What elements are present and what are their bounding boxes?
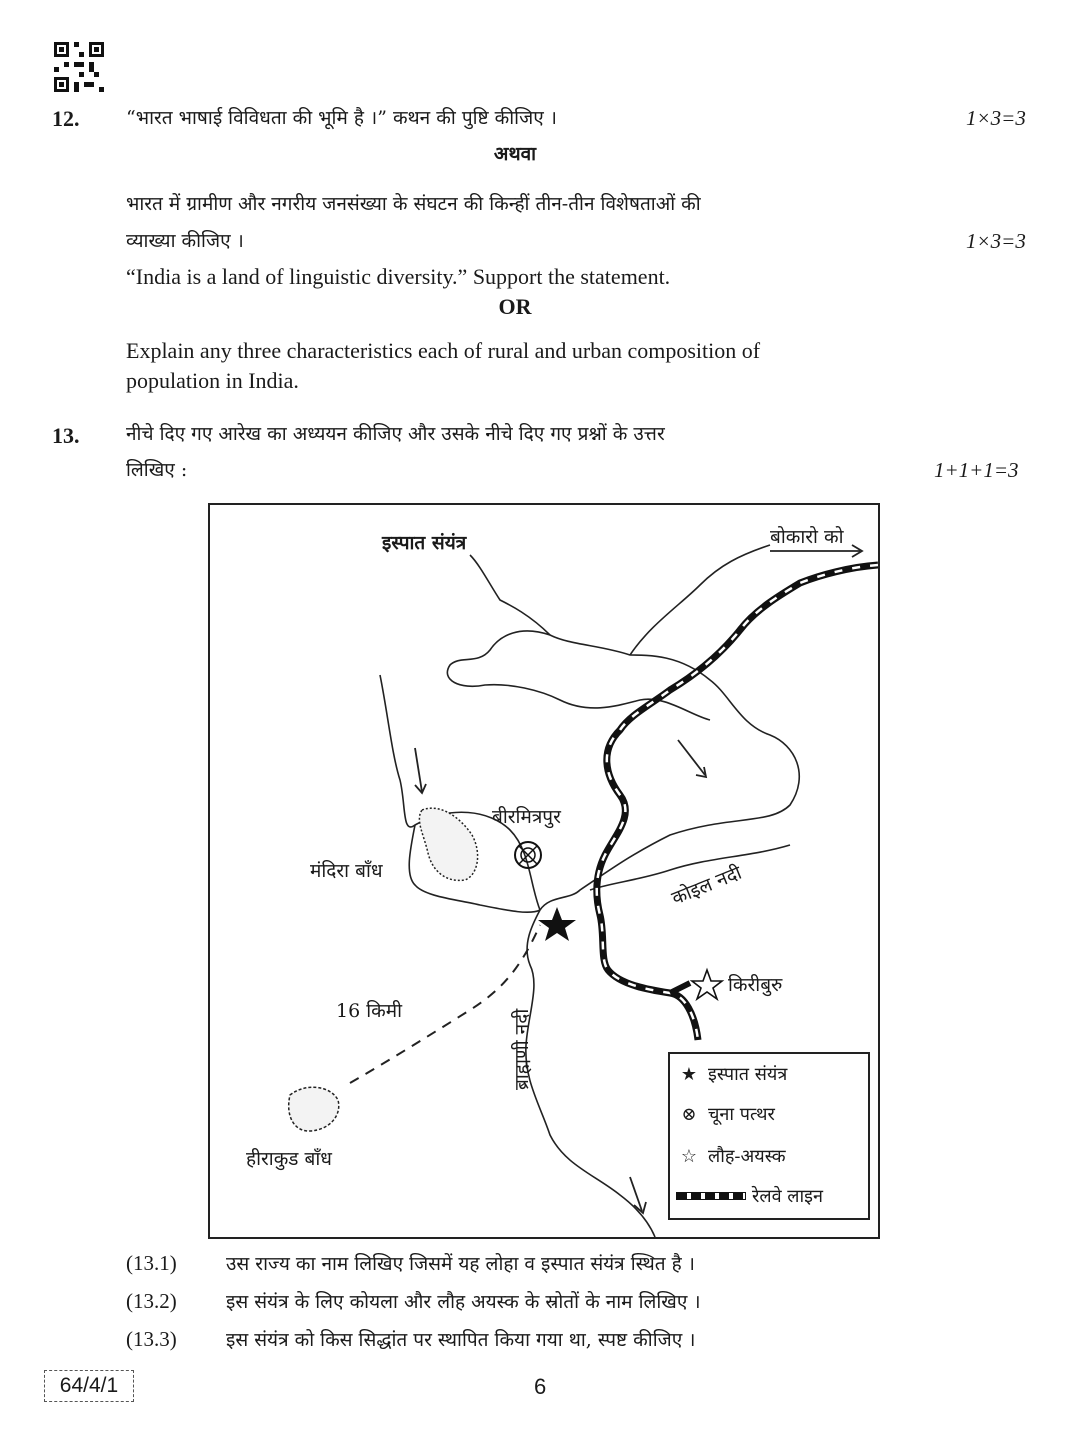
railway-line-icon — [676, 1192, 746, 1200]
q12-hindi-alt-line2: व्याख्या कीजिए । — [126, 230, 244, 252]
map-title: इस्पात संयंत्र — [382, 532, 467, 554]
question-number-12: 12. — [52, 106, 80, 131]
iron-ore-star — [692, 970, 722, 999]
sub-question-13-2 — [126, 1284, 701, 1319]
legend-label: लौह-अयस्क — [708, 1146, 786, 1167]
legend-row-iron-ore — [676, 1140, 786, 1172]
q12-hindi-question: “भारत भाषाई विविधता की भूमि है ।” कथन की पुष्टि कीजिए । — [126, 107, 557, 129]
sub-question-text: उस राज्य का नाम लिखिए जिसमें यह लोहा व इस्पात संयंत्र स्थित है । — [226, 1253, 695, 1275]
flow-arrow-2 — [678, 740, 705, 775]
sub-question-number: (13.1) — [126, 1251, 177, 1275]
limestone-icon: ⊗ — [681, 1103, 697, 1125]
q12-hindi-alt-line1: भारत में ग्रामीण और नगरीय जनसंख्या के संघटन की किन्हीं तीन-तीन विशेषताओं की — [126, 193, 701, 215]
hirakud-dam-area — [289, 1087, 339, 1131]
map-legend — [668, 1052, 870, 1220]
legend-label: चूना पत्थर — [708, 1104, 775, 1125]
sub-question-text: इस संयंत्र के लिए कोयला और लौह अयस्क के स्रोतों के नाम लिखिए । — [226, 1291, 701, 1313]
q12-english-alt-line2: population in India. — [126, 368, 299, 393]
q12-english-question: “India is a land of linguistic diversity.” Support the statement. — [126, 264, 671, 289]
river-upper-east — [630, 545, 770, 655]
sub-question-number: (13.2) — [126, 1289, 177, 1313]
q13-hindi-line1: नीचे दिए गए आरेख का अध्ययन कीजिए और उसके नीचे दिए गए प्रश्नों के उत्तर — [126, 423, 665, 445]
qr-code — [54, 42, 104, 92]
hollow-star-icon: ☆ — [680, 1145, 698, 1167]
label-bokaro: बोकारो को — [770, 526, 844, 548]
label-koel-river: कोइल नदी — [668, 861, 745, 910]
sub-question-13-1 — [126, 1246, 695, 1281]
river-upper — [447, 631, 710, 720]
label-mandira-dam: मंदिरा बाँध — [310, 860, 383, 882]
steel-plant-star — [538, 907, 576, 941]
label-hirakud-dam: हीराकुड बाँध — [246, 1148, 332, 1170]
q12-alt-marks: 1×3=3 — [966, 229, 1026, 253]
sub-question-number: (13.3) — [126, 1327, 177, 1351]
paper-code: 64/4/1 — [44, 1370, 134, 1402]
q12-english-or: OR — [498, 294, 532, 319]
q13-marks: 1+1+1=3 — [934, 458, 1019, 482]
legend-row-limestone — [676, 1098, 775, 1130]
legend-row-steel-plant — [676, 1058, 787, 1090]
q13-hindi-line2: लिखिए : — [126, 459, 188, 481]
label-distance: 16 किमी — [336, 1000, 403, 1022]
legend-label: इस्पात संयंत्र — [708, 1064, 788, 1085]
q12-english-alt-line1: Explain any three characteristics each of rural and urban composition of — [126, 338, 761, 363]
question-number-13: 13. — [52, 423, 80, 448]
sub-question-13-3 — [126, 1322, 695, 1357]
brahmani-river — [526, 910, 655, 1237]
label-brahmani-river: ब्राह्मणी नदी — [511, 1008, 533, 1090]
q12-marks: 1×3=3 — [966, 106, 1026, 130]
label-kiriburu: किरीबुरु — [728, 974, 783, 996]
railway-branch — [670, 983, 690, 993]
legend-row-railway — [676, 1180, 823, 1212]
sub-question-text: इस संयंत्र को किस सिद्धांत पर स्थापित किया गया था, स्पष्ट कीजिए । — [226, 1329, 696, 1351]
label-birmitrapur: बीरमित्रपुर — [492, 806, 561, 828]
steel-plant-map — [208, 503, 880, 1239]
page-number: 6 — [534, 1374, 547, 1399]
q12-hindi-or: अथवा — [493, 143, 537, 165]
legend-label: रेलवे लाइन — [752, 1186, 823, 1207]
river-north-loop — [470, 555, 799, 910]
filled-star-icon: ★ — [680, 1063, 698, 1085]
railway-line-main — [597, 565, 878, 1040]
mandira-dam-area — [419, 808, 477, 880]
